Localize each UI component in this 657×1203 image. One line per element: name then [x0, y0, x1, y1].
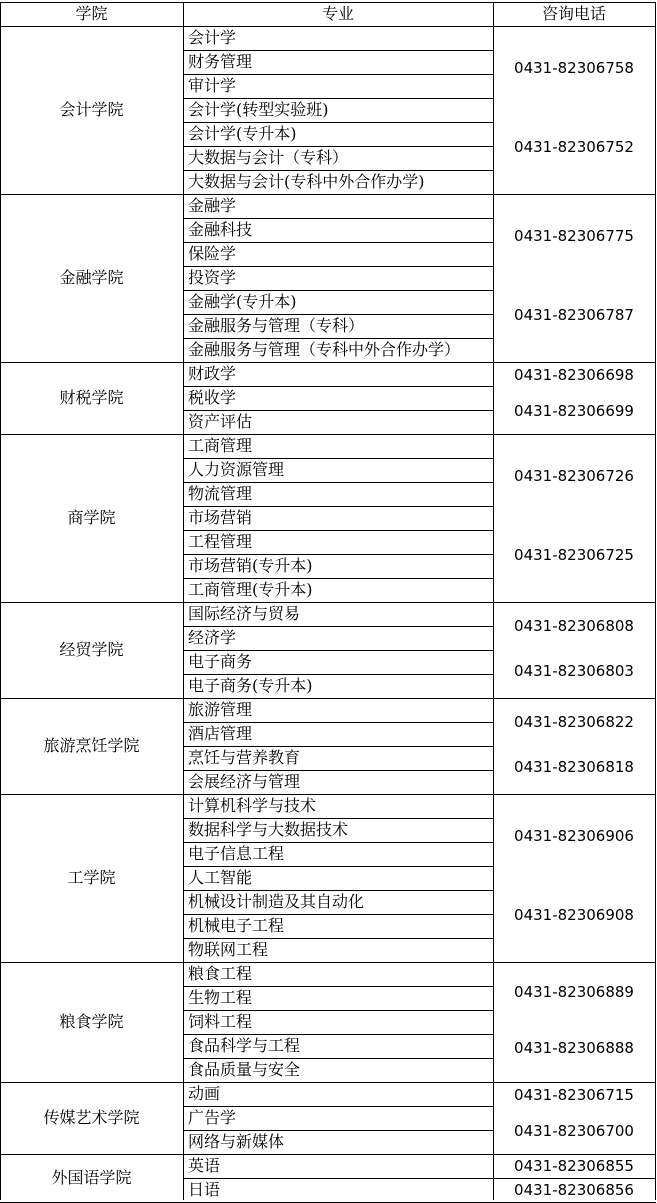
college-name: 经贸学院 [59, 640, 124, 659]
header-bottom-border [0, 26, 656, 27]
major-row-divider [183, 842, 493, 843]
major-row-divider [183, 746, 493, 747]
phone-number: 0431-82306856 [514, 1181, 634, 1199]
phone-number: 0431-82306888 [514, 1039, 634, 1058]
major-row-divider [183, 890, 493, 891]
phone-number: 0431-82306758 [514, 59, 634, 77]
major-row-divider [183, 50, 493, 51]
major-name: 食品科学与工程 [188, 1036, 301, 1055]
major-row-divider [183, 98, 493, 99]
major-name: 税收学 [188, 388, 237, 407]
header-college: 学院 [75, 4, 108, 23]
college-group-border [0, 698, 656, 699]
major-row-divider [183, 1034, 493, 1035]
phone-number: 0431-82306906 [514, 827, 634, 845]
major-name: 机械电子工程 [188, 916, 285, 935]
college-name: 财税学院 [59, 388, 124, 407]
phone-number: 0431-82306889 [514, 983, 634, 1001]
phone-number: 0431-82306787 [514, 305, 634, 324]
major-row-divider [183, 410, 493, 411]
major-name: 物流管理 [188, 484, 253, 503]
college-group-border [0, 794, 656, 795]
college-group-border [0, 434, 656, 435]
phone-number: 0431-82306818 [514, 758, 634, 777]
major-name: 英语 [188, 1156, 221, 1175]
phone-number: 0431-82306715 [514, 1086, 634, 1105]
major-name: 市场营销(专升本) [188, 556, 313, 575]
major-row-divider [183, 578, 493, 579]
major-name: 工程管理 [188, 532, 253, 551]
major-row-divider [183, 458, 493, 459]
major-row-divider [183, 1178, 493, 1179]
major-row-divider [183, 914, 493, 915]
major-row-divider [183, 338, 493, 339]
major-row-divider [183, 818, 493, 819]
college-column-divider [183, 2, 184, 1200]
major-name: 资产评估 [188, 412, 253, 431]
phone-number: 0431-82306855 [514, 1157, 634, 1175]
major-name: 旅游管理 [188, 700, 253, 719]
major-name: 金融科技 [188, 220, 253, 239]
major-name: 计算机科学与技术 [188, 796, 317, 815]
college-name: 商学院 [67, 508, 116, 527]
major-name: 金融学 [188, 196, 237, 215]
major-row-divider [183, 650, 493, 651]
college-name: 会计学院 [59, 100, 124, 119]
major-row-divider [183, 1010, 493, 1011]
major-name: 投资学 [188, 268, 237, 287]
major-name: 金融服务与管理（专科） [188, 316, 365, 335]
major-row-divider [183, 530, 493, 531]
major-name: 烹饪与营养教育 [188, 748, 301, 767]
phone-number: 0431-82306699 [514, 402, 634, 421]
phone-number: 0431-82306700 [514, 1122, 634, 1141]
major-name: 金融服务与管理（专科中外合作办学） [188, 340, 461, 359]
phone-number: 0431-82306725 [514, 545, 634, 564]
major-name: 日语 [188, 1180, 221, 1199]
college-name: 传媒艺术学院 [43, 1108, 140, 1127]
phone-number: 0431-82306752 [514, 137, 634, 156]
major-row-divider [183, 170, 493, 171]
major-row-divider [183, 266, 493, 267]
major-name: 工商管理(专升本) [188, 580, 313, 599]
major-name: 人力资源管理 [188, 460, 285, 479]
major-name: 广告学 [188, 1108, 237, 1127]
major-name: 生物工程 [188, 988, 253, 1007]
major-row-divider [183, 122, 493, 123]
major-row-divider [183, 506, 493, 507]
major-name: 网络与新媒体 [188, 1132, 285, 1151]
table-right-border [655, 2, 656, 1200]
major-row-divider [183, 146, 493, 147]
major-row-divider [183, 866, 493, 867]
major-row-divider [183, 314, 493, 315]
phone-row-divider [493, 1178, 656, 1179]
major-name: 大数据与会计(专科中外合作办学) [188, 172, 425, 191]
major-row-divider [183, 770, 493, 771]
major-name: 动画 [188, 1084, 221, 1103]
major-name: 审计学 [188, 76, 237, 95]
phone-number: 0431-82306775 [514, 227, 634, 245]
major-row-divider [183, 386, 493, 387]
college-group-border [0, 602, 656, 603]
major-name: 电子商务 [188, 652, 253, 671]
major-row-divider [183, 1058, 493, 1059]
phone-number: 0431-82306808 [514, 617, 634, 635]
major-name: 大数据与会计（专科） [188, 148, 349, 167]
major-name: 国际经济与贸易 [188, 604, 301, 623]
table-left-border [0, 2, 1, 1200]
major-name: 会计学 [188, 28, 237, 47]
phone-number: 0431-82306908 [514, 905, 634, 924]
major-name: 粮食工程 [188, 964, 253, 983]
college-name: 粮食学院 [59, 1012, 124, 1031]
phone-number: 0431-82306822 [514, 713, 634, 731]
college-group-border [0, 194, 656, 195]
major-name: 会计学(专升本) [188, 124, 297, 143]
major-row-divider [183, 986, 493, 987]
phone-number: 0431-82306726 [514, 467, 634, 485]
major-name: 金融学(专升本) [188, 292, 297, 311]
college-name: 工学院 [67, 868, 116, 887]
major-row-divider [183, 626, 493, 627]
major-row-divider [183, 482, 493, 483]
phone-number: 0431-82306698 [514, 366, 634, 385]
header-phone: 咨询电话 [541, 4, 606, 23]
major-name: 机械设计制造及其自动化 [188, 892, 365, 911]
major-row-divider [183, 218, 493, 219]
major-name: 经济学 [188, 628, 237, 647]
college-name: 外国语学院 [51, 1168, 132, 1187]
major-name: 工商管理 [188, 436, 253, 455]
major-row-divider [183, 290, 493, 291]
phone-number: 0431-82306803 [514, 662, 634, 681]
college-name: 金融学院 [59, 268, 124, 287]
major-name: 财务管理 [188, 52, 253, 71]
major-row-divider [183, 1106, 493, 1107]
major-name: 食品质量与安全 [188, 1060, 301, 1079]
major-name: 市场营销 [188, 508, 253, 527]
major-name: 电子信息工程 [188, 844, 285, 863]
major-name: 会计学(转型实验班) [188, 100, 329, 119]
major-name: 数据科学与大数据技术 [188, 820, 349, 839]
major-name: 会展经济与管理 [188, 772, 301, 791]
major-name: 财政学 [188, 364, 237, 383]
major-row-divider [183, 554, 493, 555]
major-row-divider [183, 722, 493, 723]
major-row-divider [183, 1130, 493, 1131]
major-name: 酒店管理 [188, 724, 253, 743]
major-name: 饲料工程 [188, 1012, 253, 1031]
college-group-border [0, 962, 656, 963]
major-column-divider [493, 2, 494, 1200]
major-row-divider [183, 674, 493, 675]
header-major: 专业 [321, 4, 354, 23]
major-name: 物联网工程 [188, 940, 269, 959]
college-name: 旅游烹饪学院 [43, 736, 140, 755]
major-name: 电子商务(专升本) [188, 676, 313, 695]
major-row-divider [183, 242, 493, 243]
major-row-divider [183, 74, 493, 75]
major-name: 保险学 [188, 244, 237, 263]
major-name: 人工智能 [188, 868, 253, 887]
major-row-divider [183, 938, 493, 939]
